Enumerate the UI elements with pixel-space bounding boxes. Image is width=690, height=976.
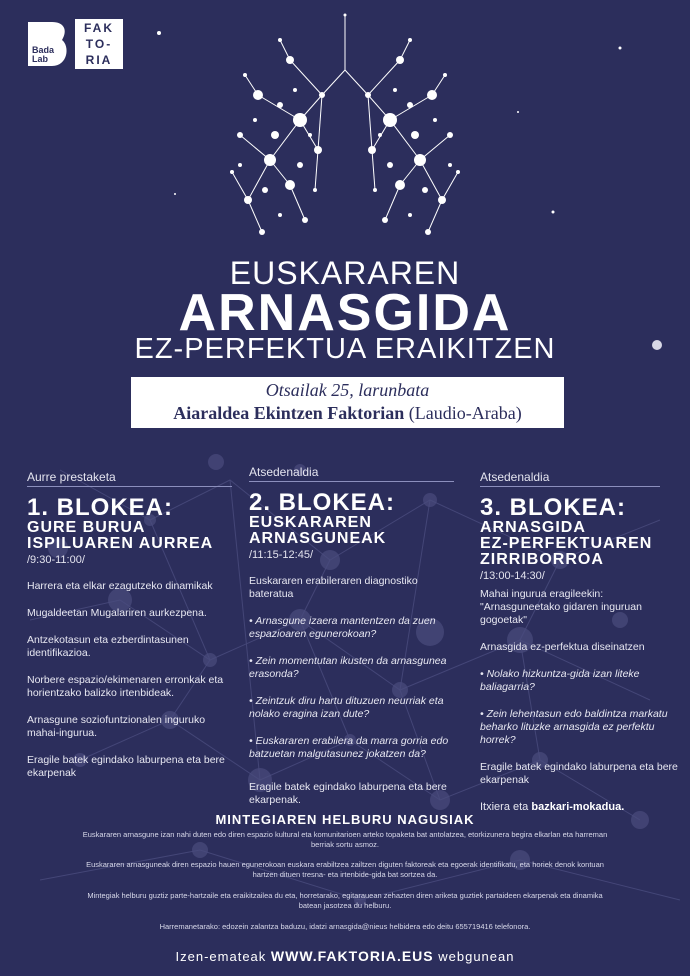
page-title: ARNASGIDA [178, 284, 512, 342]
goals-paragraph-1: Euskararen arnasgune izan nahi duten edo diren espazio kultural eta komunitarioen arteko topaketa bat antolatzea, etorkizunera begira elkarlan eta harreman berriak sortu asmoz. [82, 830, 608, 849]
block-time: /13:00-14:30/ [480, 570, 545, 582]
badalab-logo [26, 20, 70, 68]
block-subtitle: ZIRRIBORROA [480, 551, 604, 568]
title-sub: EZ-PERFEKTUA ERAIKITZEN [134, 333, 556, 365]
goals-paragraph-2: Euskararen arnasguneak diren espazio hauen egunerokoan euskara erabiltzea zailtzen diguten faktoreak eta egoerak identifikatu, eta horiek denok kontuan hartzen dituen tresna- eta irtenbide-gida bat sortzea da. [86, 860, 604, 879]
block-subtitle: EZ-PERFEKTUAREN [480, 535, 653, 552]
goals-paragraph-3: Mintegiak helburu guztiz parte-hartzaile eta eraikitzailea du eta, horretarako, egitarauean zehazten diren ariketa guztiek partaideen ekarpenak eta dinamika batean jasotzea du helburu. [87, 891, 603, 910]
block-subtitle: ISPILUAREN AURREA [27, 535, 214, 552]
agenda-question: • Zein momentutan ikusten da arnasgunea erasonda? [249, 655, 447, 680]
faktoria-logo [75, 19, 123, 69]
agenda-question: • Euskararen erabilera da marra gorria edo batzuetan malgutasunez jokatzen da? [249, 735, 449, 760]
footer-website-link[interactable]: WWW.FAKTORIA.EUS [270, 948, 434, 964]
title-sup: EUSKARAREN [229, 255, 461, 291]
badalab-logo-line2: Lab [32, 54, 49, 64]
block-time: /11:15-12:45/ [249, 549, 314, 561]
badalab-logo-line1: Bada [32, 45, 55, 55]
faktoria-logo-line: RIA [85, 53, 113, 67]
agenda-question: • Arnasgune izaera mantentzen da zuen espazioaren egunerokoan? [249, 615, 436, 640]
agenda-item: Euskararen erabileraren diagnostiko bateratua [249, 575, 418, 600]
registration-footer [0, 948, 690, 964]
block-subtitle: ARNASGUNEAK [249, 530, 387, 547]
goals-contact: Harremanetarako: edozein zalantza baduzu, idatzi arnasgida@nieus helbidera edo deitu 655719416 telefonora. [159, 922, 531, 931]
agenda-item: Mahai inguruа eragileekin: "Arnasguneetako gidaren inguruan gogoetak" [480, 588, 642, 626]
block-time: /9:30-11:00/ [27, 554, 85, 566]
block-heading: 3. BLOKEA: [480, 494, 627, 521]
block-pre-label: Atsedenaldia [480, 470, 660, 487]
block-pre-label: Atsedenaldia [249, 465, 454, 482]
event-venue: Aiaraldea Ekintzen Faktorian [173, 403, 405, 423]
block-1 [27, 470, 232, 780]
agenda-item: Eragile batek egindako laburpena eta bere ekarpenak. [249, 781, 447, 806]
event-venue-line [131, 401, 564, 425]
agenda-item: Harrera eta elkar ezagutzeko dinamikak [27, 580, 213, 592]
event-info-box [131, 377, 564, 428]
footer-pre: Izen-emateak [175, 949, 271, 964]
agenda-question: • Zeintzuk diru hartu dituzuen neurriak eta nolako eragina izan dute? [249, 695, 444, 720]
block-pre-label: Aurre prestaketa [27, 470, 232, 487]
goals-title: MINTEGIAREN HELBURU NAGUSIAK [215, 812, 475, 827]
footer-post: webgunean [433, 949, 515, 964]
agenda-item: Eragile batek egindako laburpena eta bere ekarpenak [480, 761, 678, 786]
block-heading: 1. BLOKEA: [27, 494, 174, 521]
block-2 [249, 465, 454, 807]
event-date: Otsailak 25, larunbata [265, 380, 430, 400]
event-place: (Laudio-Araba) [408, 403, 522, 423]
agenda-item: Norbere espazio/ekimenaren erronkak eta horientzako balizko irtenbideak. [27, 674, 224, 699]
agenda-question: • Nolako hizkuntza-gida izan liteke baliagarria? [480, 668, 640, 693]
faktoria-logo-line: FAK [84, 21, 114, 35]
block-subtitle: GURE BURUA [27, 519, 146, 536]
faktoria-logo-line: TO- [85, 37, 113, 51]
agenda-item: Mugaldeetan Mugalariren aurkezpena. [27, 607, 207, 619]
block-3 [480, 470, 685, 814]
block-subtitle: EUSKARAREN [249, 514, 372, 531]
agenda-item: Arnasgune soziofuntzionalen inguruko mahai-ingurua. [27, 714, 206, 739]
block-subtitle: ARNASGIDA [480, 519, 586, 536]
closing-text: Itxiera eta [480, 801, 532, 813]
agenda-item: Antzekotasun eta ezberdintasunen identifikazioa. [27, 634, 189, 659]
agenda-item: Eragile batek egindako laburpena eta bere ekarpenak [27, 754, 225, 779]
agenda-item: Arnasgida ez-perfektua diseinatzen [480, 641, 645, 653]
closing-highlight: bazkari-mokadua. [531, 801, 625, 813]
block-heading: 2. BLOKEA: [249, 489, 396, 516]
agenda-question: • Zein lehentasun edo baldintza markatu beharko lituzke arnasgida ez perfektu horrek? [480, 708, 668, 746]
